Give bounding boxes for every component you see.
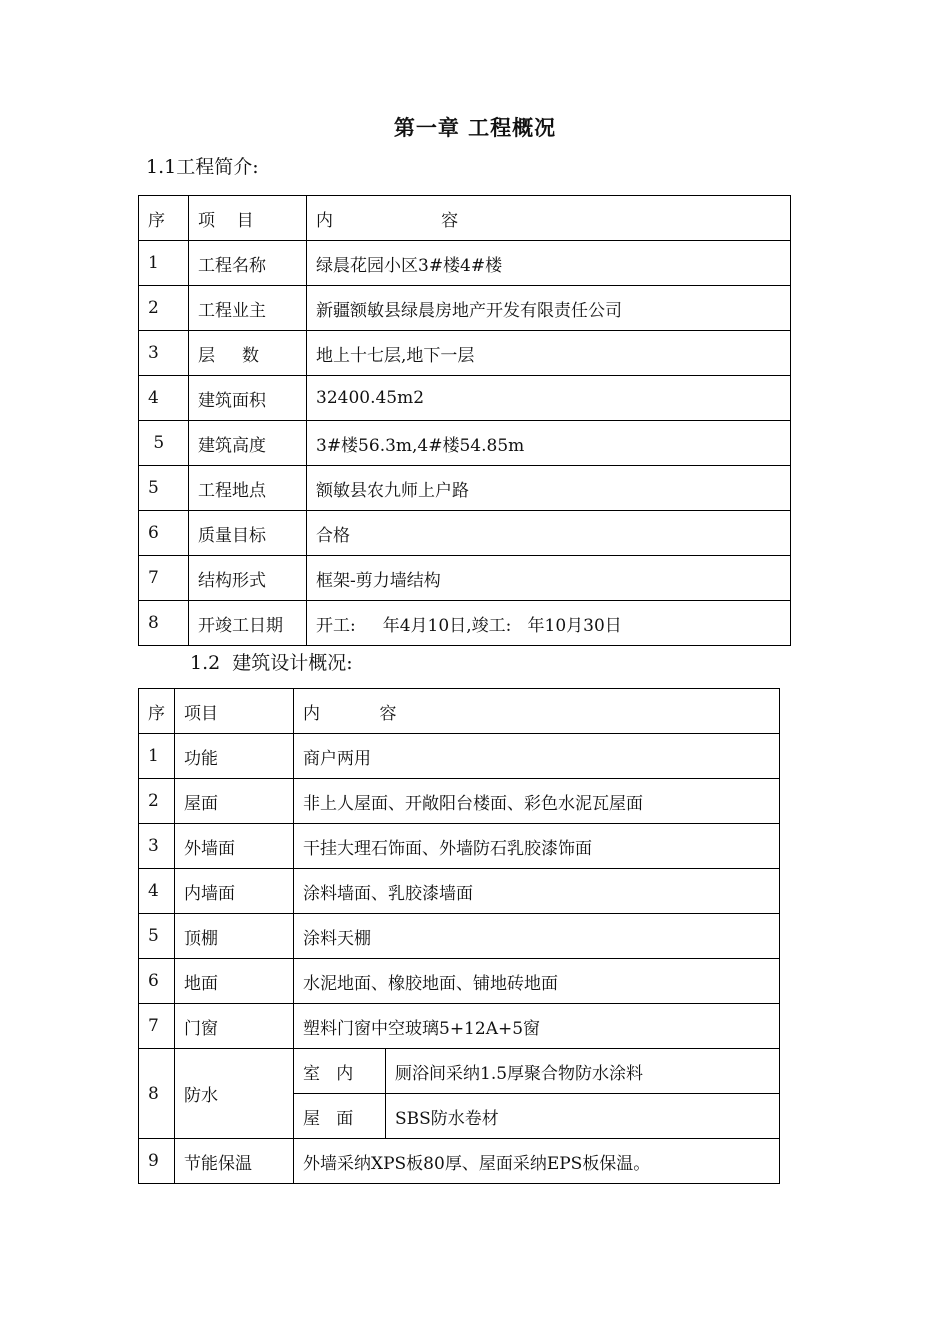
cell-location: 室 内	[294, 1049, 386, 1094]
table-row	[139, 1004, 780, 1049]
table-row-waterproof	[139, 1049, 780, 1094]
cell-no: 3	[139, 824, 175, 869]
cell-content: 绿晨花园小区3#楼4#楼	[307, 241, 791, 286]
cell-no: 9	[139, 1139, 175, 1184]
table-row	[139, 914, 780, 959]
header-cell-item: 项 目	[189, 196, 307, 241]
cell-no: 7	[139, 1004, 175, 1049]
project-intro-table	[138, 195, 791, 646]
cell-content: 合格	[307, 511, 791, 556]
cell-no: 3	[139, 331, 189, 376]
cell-content: 地上十七层,地下一层	[307, 331, 791, 376]
header-cell-no: 序	[139, 689, 175, 734]
cell-content: SBS防水卷材	[386, 1094, 780, 1139]
cell-item: 工程名称	[189, 241, 307, 286]
cell-content: 塑料门窗中空玻璃5+12A+5窗	[294, 1004, 780, 1049]
header-cell-no: 序	[139, 196, 189, 241]
cell-content: 3#楼56.3m,4#楼54.85m	[307, 421, 791, 466]
cell-content: 涂料天棚	[294, 914, 780, 959]
cell-location: 屋 面	[294, 1094, 386, 1139]
table-row	[139, 376, 791, 421]
cell-no: 6	[139, 511, 189, 556]
cell-content: 开工: 年4月10日,竣工: 年10月30日	[307, 601, 791, 646]
cell-content: 32400.45m2	[307, 376, 791, 421]
cell-item: 功能	[175, 734, 294, 779]
table-row	[139, 734, 780, 779]
cell-no: 4	[139, 869, 175, 914]
table-row	[139, 1139, 780, 1184]
cell-content: 框架-剪力墙结构	[307, 556, 791, 601]
cell-item: 结构形式	[189, 556, 307, 601]
cell-content: 厕浴间采纳1.5厚聚合物防水涂料	[386, 1049, 780, 1094]
cell-item: 外墙面	[175, 824, 294, 869]
cell-item: 防水	[175, 1049, 294, 1139]
table-row	[139, 511, 791, 556]
cell-item: 工程业主	[189, 286, 307, 331]
table-row	[139, 824, 780, 869]
cell-no: 5	[139, 421, 189, 466]
table-header-row	[139, 196, 791, 241]
cell-no: 2	[139, 779, 175, 824]
cell-item: 层 数	[189, 331, 307, 376]
cell-content: 商户两用	[294, 734, 780, 779]
cell-content: 干挂大理石饰面、外墙防石乳胶漆饰面	[294, 824, 780, 869]
table-row	[139, 286, 791, 331]
architecture-design-table	[138, 688, 780, 1184]
cell-item: 工程地点	[189, 466, 307, 511]
table-row	[139, 959, 780, 1004]
cell-content: 水泥地面、橡胶地面、铺地砖地面	[294, 959, 780, 1004]
cell-no: 1	[139, 734, 175, 779]
chapter-title: 第一章 工程概况	[393, 115, 557, 140]
cell-item: 顶棚	[175, 914, 294, 959]
cell-content: 涂料墙面、乳胶漆墙面	[294, 869, 780, 914]
table-row	[139, 466, 791, 511]
cell-content: 非上人屋面、开敞阳台楼面、彩色水泥瓦屋面	[294, 779, 780, 824]
cell-no: 8	[139, 601, 189, 646]
header-cell-content: 内 容	[307, 196, 791, 241]
cell-no: 5	[139, 914, 175, 959]
table-row	[139, 601, 791, 646]
cell-item: 节能保温	[175, 1139, 294, 1184]
cell-content: 新疆额敏县绿晨房地产开发有限责任公司	[307, 286, 791, 331]
table-row	[139, 779, 780, 824]
cell-no: 2	[139, 286, 189, 331]
header-cell-item: 项目	[175, 689, 294, 734]
cell-content: 外墙采纳XPS板80厚、屋面采纳EPS板保温。	[294, 1139, 780, 1184]
cell-no: 1	[139, 241, 189, 286]
cell-no: 4	[139, 376, 189, 421]
table-row	[139, 421, 791, 466]
cell-no: 5	[139, 466, 189, 511]
cell-item: 地面	[175, 959, 294, 1004]
cell-no: 8	[139, 1049, 175, 1139]
cell-content: 额敏县农九师上户路	[307, 466, 791, 511]
table-row	[139, 241, 791, 286]
cell-item: 屋面	[175, 779, 294, 824]
table-row	[139, 556, 791, 601]
cell-item: 建筑高度	[189, 421, 307, 466]
cell-no: 6	[139, 959, 175, 1004]
cell-item: 开竣工日期	[189, 601, 307, 646]
cell-item: 内墙面	[175, 869, 294, 914]
cell-item: 门窗	[175, 1004, 294, 1049]
table-row	[139, 331, 791, 376]
cell-item: 质量目标	[189, 511, 307, 556]
section-heading-architecture: 1.2 建筑设计概况:	[190, 652, 353, 674]
table-row	[139, 869, 780, 914]
header-cell-content: 内 容	[294, 689, 780, 734]
table-header-row	[139, 689, 780, 734]
cell-item: 建筑面积	[189, 376, 307, 421]
section-heading-project-intro: 1.1工程简介:	[146, 156, 259, 178]
cell-no: 7	[139, 556, 189, 601]
